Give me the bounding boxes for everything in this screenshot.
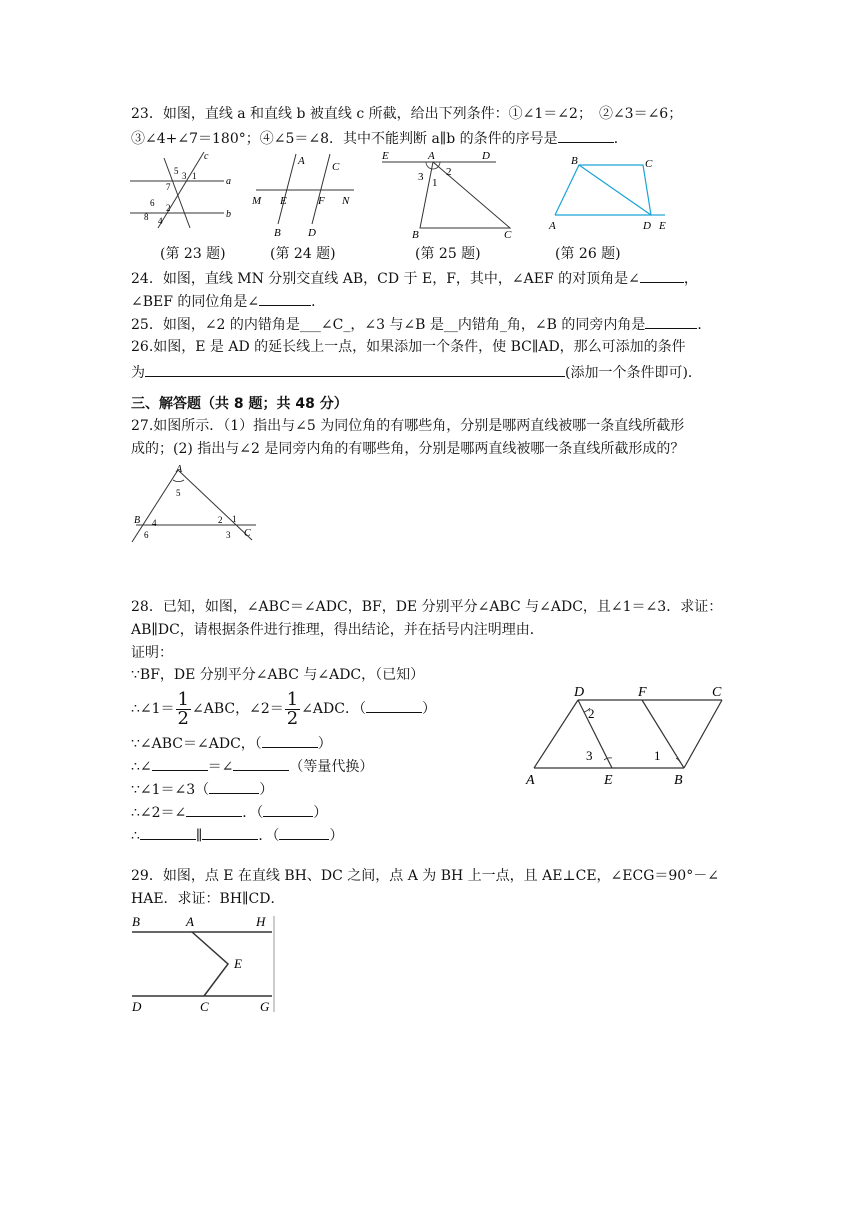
q26-line2 (131, 362, 702, 383)
q28-blank-angle1[interactable] (152, 756, 208, 771)
fig23-label-b: b (226, 209, 231, 220)
q24-line2-end: ． (311, 294, 326, 310)
q28-blank-line1[interactable] (140, 825, 196, 840)
caption-24: (第 24 题) (270, 246, 336, 262)
fig25-label-3: 3 (418, 171, 424, 183)
q28-step6 (131, 802, 327, 823)
fig25-label-E: E (382, 150, 389, 162)
q28-step6-c: ） (313, 805, 328, 821)
q24-line2-text: ∠BEF 的同位角是∠ (131, 294, 260, 310)
fig23-label-2: 2 (166, 203, 171, 213)
fig27-label-4: 4 (152, 518, 157, 528)
fraction-1-den: 2 (177, 707, 189, 729)
figure-27 (128, 462, 263, 546)
q28-step3 (131, 733, 332, 754)
q27-line1: 27.如图所示．（1）指出与∠5 为同位角的有哪些角，分别是哪两直线被哪一条直线所截形 (131, 418, 685, 434)
fig23-label-8: 8 (144, 212, 149, 222)
fig29-label-E: E (234, 956, 242, 971)
q25-text: 25．如图，∠2 的内错角是___∠C_，∠3 与∠B 是__内错角_角，∠B 的同旁内角是 (131, 317, 646, 333)
q28-line1: 28．已知，如图，∠ABC＝∠ADC，BF，DE 分别平分∠ABC 与∠ADC，且∠1＝∠3．求证： (131, 599, 723, 615)
fig26-label-A: A (549, 220, 556, 232)
q26-line2-text: 为 (131, 365, 145, 381)
fig23-label-6: 6 (150, 198, 155, 208)
q28-step2 (131, 687, 436, 731)
fig28-label-E: E (604, 773, 613, 788)
figure-23 (128, 150, 238, 230)
q28-blank-reason5[interactable] (279, 825, 329, 840)
q25-end: ． (697, 317, 712, 333)
fig26-label-C: C (645, 158, 653, 170)
fig25-label-D: D (482, 150, 490, 162)
q28-blank-reason4[interactable] (263, 802, 313, 817)
fig28-label-1: 1 (654, 748, 661, 763)
q28-step7 (131, 825, 343, 846)
fraction-half-1 (176, 688, 191, 729)
fig27-label-2: 2 (218, 515, 223, 525)
fig28-label-2: 2 (588, 706, 595, 721)
fig24-label-D: D (308, 227, 316, 239)
section-3-heading: 三、解答题（共 8 题；共 48 分） (131, 396, 348, 412)
fig28-label-A: A (526, 773, 535, 788)
fig23-label-1: 1 (192, 171, 197, 181)
q28-step4-c: （等量代换） (289, 759, 374, 775)
q29-line1: 29．如图，点 E 在直线 BH、DC 之间，点 A 为 BH 上一点，且 AE⊥CE，∠ECG＝90°－∠ (131, 868, 719, 884)
fig23-label-4: 4 (158, 216, 163, 226)
fig29-label-G: G (260, 999, 270, 1014)
fig23-label-5: 5 (174, 166, 179, 176)
q28-step7-b: ∥ (195, 828, 203, 844)
q26-line1: 26.如图，E 是 AD 的延长线上一点，如果添加一个条件，使 BC∥AD，那么可添加的条件 (131, 339, 686, 355)
fig27-label-5: 5 (176, 488, 181, 498)
q27-line2: 成的；(2) 指出与∠2 是同旁内角的有哪些角，分别是哪两直线被哪一条直线所截形成的？ (131, 441, 685, 457)
q28-step5 (131, 779, 273, 800)
q24-line1-text: 24．如图，直线 MN 分别交直线 AB，CD 于 E，F，其中，∠AEF 的对顶角是∠ (131, 271, 640, 287)
fig23-label-3: 3 (182, 171, 187, 181)
fig24-label-A: A (298, 155, 305, 167)
q23-line2-text: ③∠4+∠7＝180°；④∠5＝∠8．其中不能判断 a∥b 的条件的序号是 (131, 131, 558, 147)
q23-line2-end: ． (613, 131, 628, 147)
fig29-label-H: H (256, 914, 266, 929)
fig28-label-F: F (638, 685, 647, 700)
q24-blank-1[interactable] (640, 268, 684, 283)
fig27-label-1: 1 (232, 514, 237, 524)
q28-blank-reason3[interactable] (209, 779, 259, 794)
fig24-label-F: F (318, 195, 325, 207)
fig26-label-D: D (643, 220, 651, 232)
q28-blank-angle3[interactable] (186, 802, 242, 817)
fig26-label-B: B (571, 155, 578, 167)
fig24-label-M: M (252, 195, 262, 207)
fig24-label-N: N (342, 195, 350, 207)
q28-step6-a: ∴∠2＝∠ (131, 805, 187, 821)
fig25-label-A: A (428, 150, 435, 162)
q28-blank-reason2[interactable] (262, 733, 318, 748)
q28-step2-c: ∠ADC．（ (301, 701, 366, 717)
fig29-label-A: A (186, 914, 194, 929)
q25-blank[interactable] (645, 314, 697, 329)
q28-step7-d: ） (329, 828, 344, 844)
fig28-label-C: C (712, 685, 722, 700)
fig26-label-E: E (659, 220, 666, 232)
q28-step3-a: ∵∠ABC＝∠ADC，（ (131, 736, 262, 752)
q24-line1-end: ， (683, 271, 698, 287)
fig23-label-7: 7 (166, 182, 171, 192)
q25-line (131, 314, 711, 335)
q28-blank-angle2[interactable] (233, 756, 289, 771)
q26-blank[interactable] (145, 362, 565, 377)
q24-line1 (131, 268, 698, 289)
q28-step5-a: ∵∠1＝∠3（ (131, 782, 210, 798)
q23-line1: 23．如图，直线 a 和直线 b 被直线 c 所截，给出下列条件：①∠1＝∠2； ②∠3＝∠6； (131, 106, 683, 122)
figure-25 (378, 148, 523, 240)
fraction-1-num: 1 (177, 688, 189, 710)
fig25-label-B: B (412, 229, 419, 240)
fig28-label-3: 3 (586, 748, 593, 763)
fig24-label-C: C (332, 161, 340, 173)
fig25-label-2: 2 (446, 166, 452, 178)
q28-step4 (131, 756, 373, 777)
q28-step7-a: ∴ (131, 828, 140, 844)
q28-step2-a: ∴∠1＝ (131, 701, 175, 717)
fig27-label-6: 6 (144, 530, 149, 540)
fig25-label-1: 1 (432, 177, 438, 189)
caption-25: (第 25 题) (415, 246, 481, 262)
fig23-label-a: a (226, 176, 231, 187)
q26-line2-end: (添加一个条件即可)． (565, 365, 702, 381)
fraction-half-2 (285, 688, 300, 729)
fig27-label-C: C (244, 528, 251, 539)
q28-step6-b: ．（ (242, 805, 264, 821)
q28-step1: ∵BF，DE 分别平分∠ABC 与∠ADC，（已知） (131, 667, 425, 683)
q28-step7-c: ．（ (258, 828, 280, 844)
fig27-label-B: B (134, 515, 141, 526)
fig24-label-B: B (274, 227, 281, 239)
fraction-2-num: 1 (286, 688, 299, 710)
q24-line2 (131, 291, 325, 312)
fig27-label-A: A (176, 464, 183, 475)
q28-step4-b: ＝∠ (207, 759, 234, 775)
fig27-label-3: 3 (226, 530, 231, 540)
fig29-label-C: C (200, 999, 209, 1014)
fig28-label-B: B (674, 773, 683, 788)
q23-answer-blank[interactable] (558, 128, 614, 143)
q28-blank-reason1[interactable] (366, 698, 422, 713)
fraction-2-den: 2 (286, 707, 299, 729)
fig23-label-c: c (204, 151, 209, 162)
q28-step2-d: ） (421, 701, 436, 717)
figure-24 (250, 150, 365, 240)
fig29-label-D: D (132, 999, 142, 1014)
figure-28 (520, 682, 730, 788)
q28-blank-line2[interactable] (202, 825, 258, 840)
q28-step2-b: ∠ABC，∠2＝ (192, 701, 284, 717)
q28-step4-a: ∴∠ (131, 759, 152, 775)
figure-29 (128, 912, 278, 1016)
fig24-label-E: E (280, 195, 287, 207)
caption-23: (第 23 题) (160, 246, 226, 262)
q23-line2 (131, 128, 628, 149)
q28-step5-b: ） (259, 782, 274, 798)
caption-26: (第 26 题) (555, 246, 621, 262)
fig25-label-C: C (504, 229, 512, 240)
q28-proof-label: 证明： (131, 645, 173, 661)
q28-step3-b: ） (317, 736, 332, 752)
figure-26 (545, 153, 675, 233)
fig28-label-D: D (574, 685, 585, 700)
fig29-label-B: B (132, 914, 140, 929)
q28-line2: AB∥DC，请根据条件进行推理，得出结论，并在括号内注明理由． (131, 622, 544, 638)
q24-blank-2[interactable] (259, 291, 311, 306)
q29-line2: HAE．求证：BH∥CD． (131, 891, 285, 907)
